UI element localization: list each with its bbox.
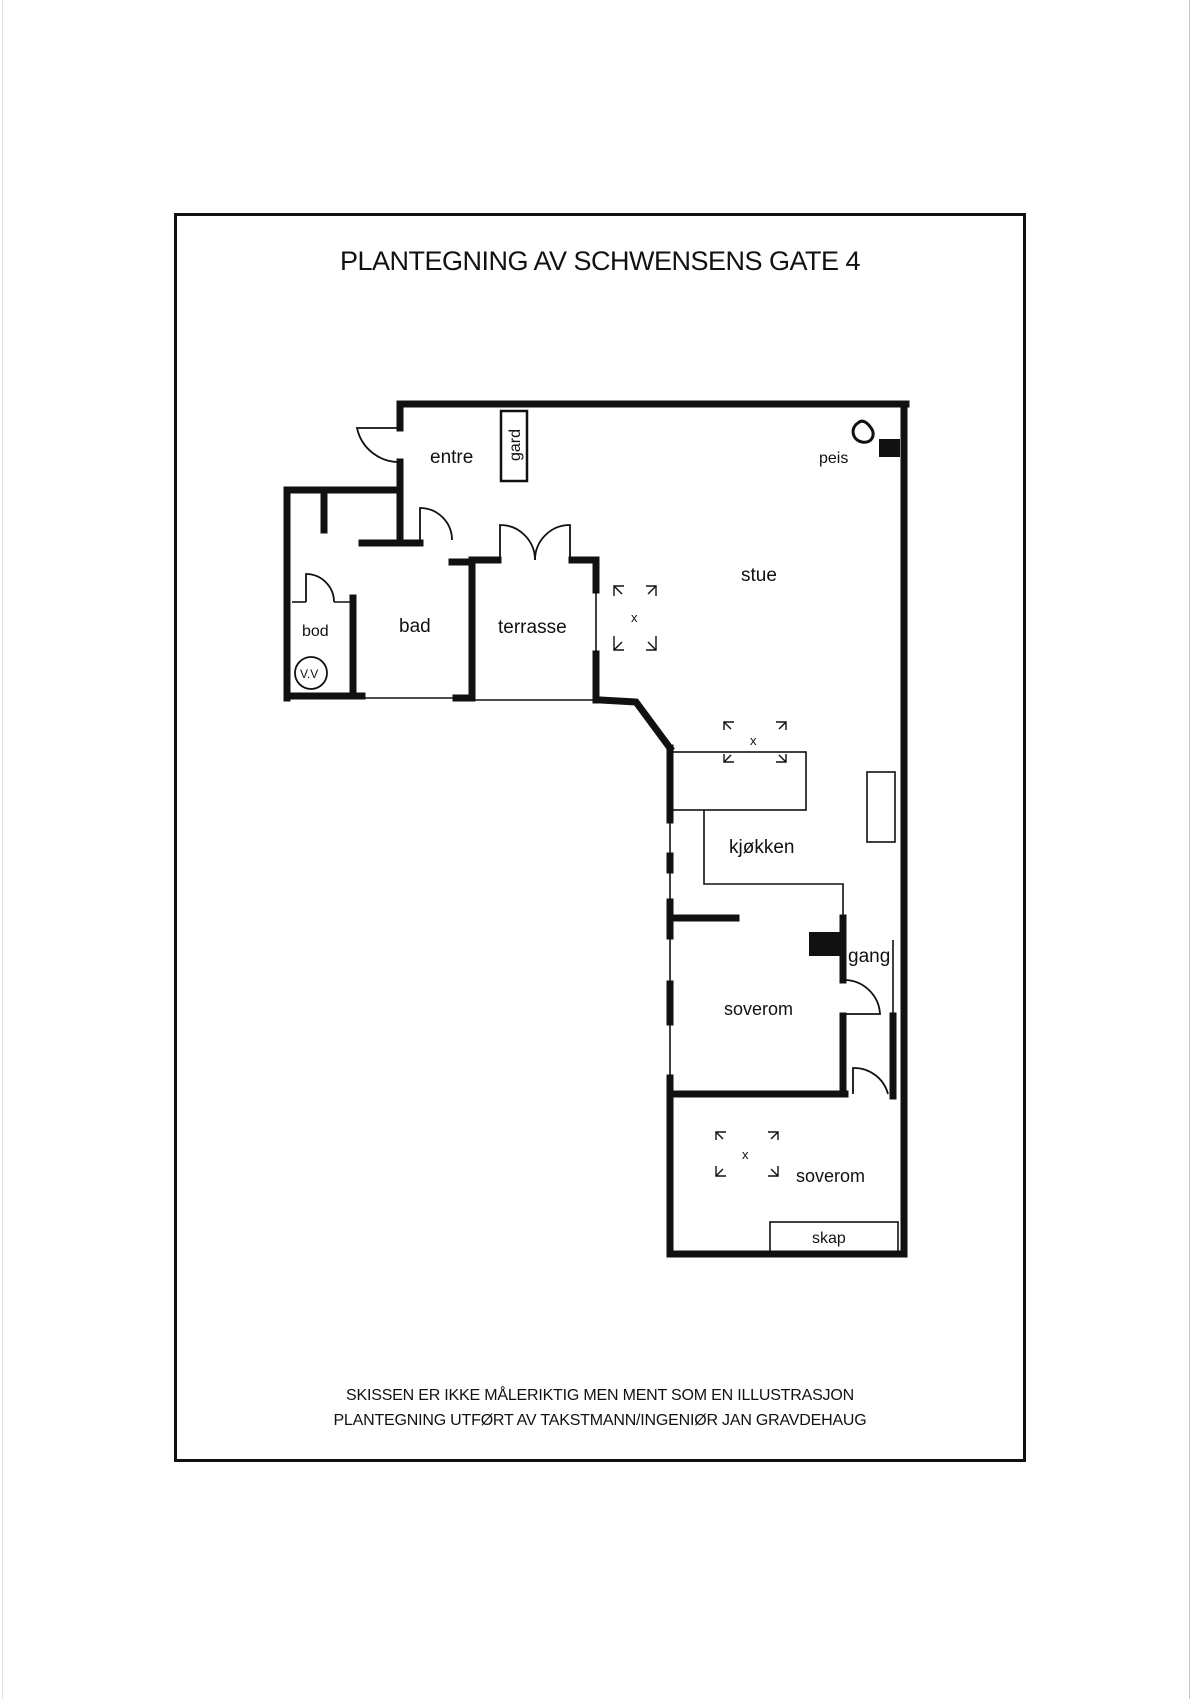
footer-credit: PLANTEGNING UTFØRT AV TAKSTMANN/INGENIØR JAN GRAVDEHAUG [333,1412,867,1429]
label-bad: bad [399,616,431,637]
skylight-mark-stue: x [631,610,638,625]
label-gang: gang [848,946,891,967]
label-kjokken: kjøkken [729,837,795,858]
label-skap: skap [812,1230,846,1247]
door-entry [357,428,400,462]
fireplace-hearth [853,421,873,442]
skylights [614,586,786,1176]
label-garderobe: gard [507,428,524,461]
door-terrasse-right [535,525,570,562]
chimney-block [809,932,841,956]
footer-disclaimer: SKISSEN ER IKKE MÅLERIKTIG MEN MENT SOM EN ILLUSTRASJON [346,1387,854,1404]
wall-diagonal [600,700,670,748]
door-soverom-1 [843,980,880,1014]
kitchen-counter [704,810,843,918]
door-bod [306,574,334,602]
skylight-mark-soverom: x [742,1147,749,1162]
door-terrasse-left [500,525,535,562]
label-peis: peis [819,450,849,467]
plan-title: PLANTEGNING AV SCHWENSENS GATE 4 [339,246,861,276]
label-varmtvann: V.V [300,667,319,681]
kitchen-cabinet [867,772,895,842]
label-soverom-1: soverom [724,999,794,1019]
label-stue: stue [741,565,777,586]
room-labels [300,429,890,1247]
chimney [879,439,900,457]
door-bad [420,508,452,543]
skylight-mark-kitchen: x [750,733,757,748]
door-soverom-2 [853,1068,888,1094]
doors [306,428,891,1094]
fireplace [853,421,900,457]
label-entre: entre [430,447,474,468]
label-bod: bod [302,623,329,640]
label-soverom-2: soverom [796,1166,866,1186]
exterior-walls [287,404,906,1254]
label-terrasse: terrasse [498,617,567,638]
